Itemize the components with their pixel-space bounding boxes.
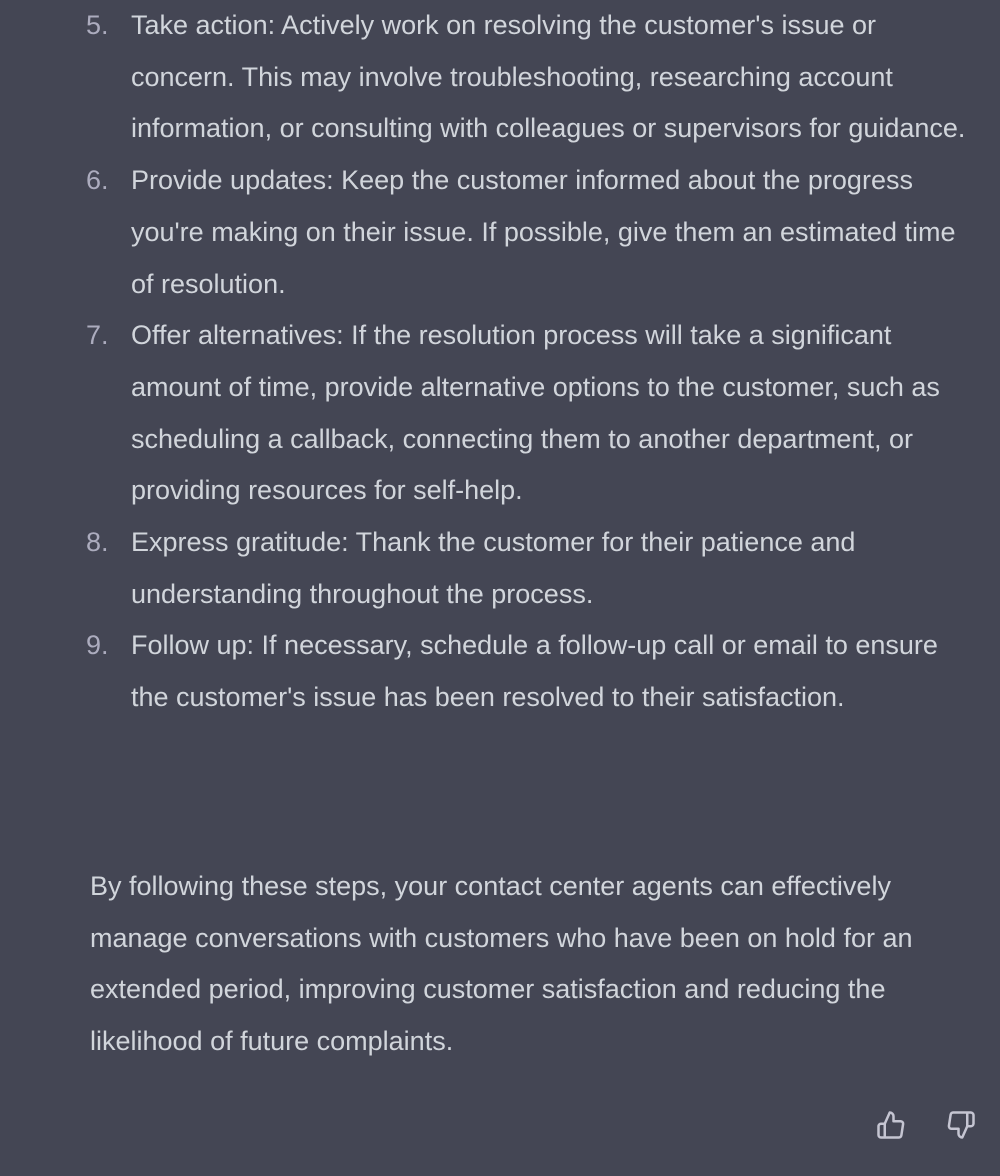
step-text: Express gratitude: Thank the customer for their patience and understanding throughout the process.: [131, 527, 856, 609]
list-item: [0, 0, 1000, 155]
step-number: 9.: [86, 630, 109, 661]
list-item: [0, 310, 1000, 517]
step-number: 5.: [86, 10, 109, 40]
feedback-buttons: [874, 1108, 978, 1142]
thumbs-up-button[interactable]: [874, 1108, 908, 1142]
step-text: Follow up: If necessary, schedule a follow-up call or email to ensure the customer's issue has been resolved to their satisfaction.: [131, 630, 938, 713]
step-text: Offer alternatives: If the resolution process will take a significant amount of time, provide alternative options to the customer, such as scheduling a callback, connecting them to another department, or providing resources for self-help.: [131, 320, 940, 506]
thumbs-down-button[interactable]: [944, 1108, 978, 1142]
thumbs-up-icon: [876, 1110, 906, 1140]
thumbs-down-icon: [946, 1110, 976, 1140]
step-number: 6.: [86, 165, 109, 196]
step-number: 7.: [86, 320, 109, 351]
step-text: Provide updates: Keep the customer informed about the progress you're making on their issue. If possible, give them an estimated time of resolution.: [131, 165, 956, 299]
list-item: [0, 620, 1000, 723]
step-number: 8.: [86, 527, 109, 558]
list-item: [0, 155, 1000, 310]
step-text: Take action: Actively work on resolving the customer's issue or concern. This may involve troubleshooting, researching account information, or consulting with colleagues or supervisors for guidance.: [131, 10, 966, 144]
summary-paragraph: By following these steps, your contact center agents can effectively manage conversations with customers who have been on hold for an extended period, improving customer satisfaction and reducing the likelihood of future complaints.: [90, 871, 913, 1057]
list-item: [0, 517, 1000, 620]
